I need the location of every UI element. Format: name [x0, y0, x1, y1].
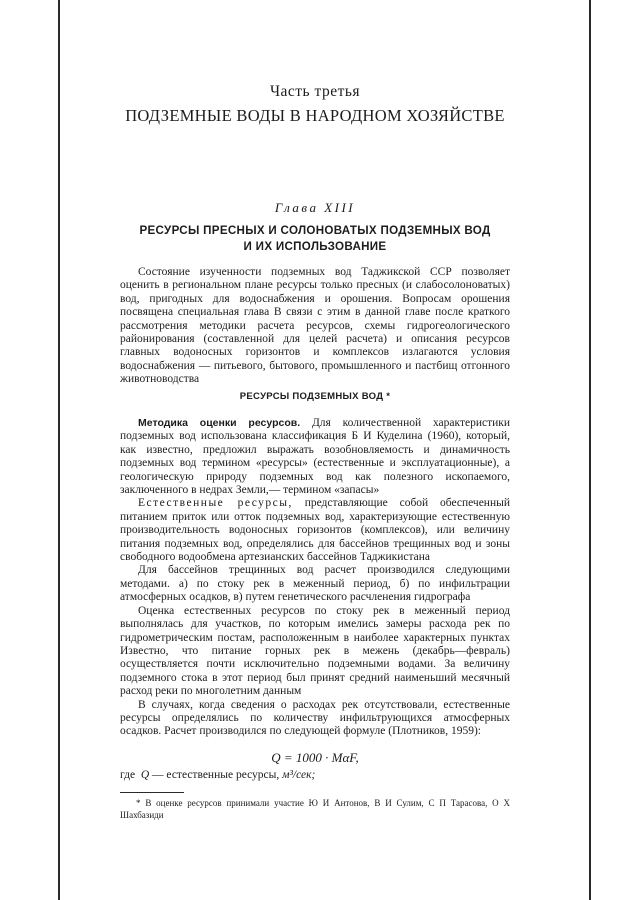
paragraph-infiltration: В случаях, когда сведения о расходах рек отсутствовали, естественные ресурсы определялись по количеству инфильтрующихся атмосферных осадков. Расчет производился по следующей формуле (Плотников, 1959):	[120, 698, 510, 738]
paragraph-lead-spaced: Естественные ресурсы,	[138, 497, 293, 510]
formula: Q = 1000 · MαF,	[271, 750, 359, 765]
intro-block	[120, 266, 510, 387]
footnote-divider	[120, 792, 184, 793]
chapter-label: Глава XIII	[274, 200, 356, 215]
formula-legend	[120, 769, 510, 781]
section-heading: РЕСУРСЫ ПОДЗЕМНЫХ ВОД *	[239, 391, 391, 402]
footnote	[120, 797, 510, 821]
paragraph-methodology	[120, 417, 510, 497]
chapter-title-line-1: РЕСУРСЫ ПРЕСНЫХ И СОЛОНОВАТЫХ ПОДЗЕМНЫХ ВОД	[139, 224, 491, 237]
part-title: Часть третья	[269, 83, 361, 100]
paragraph-text: представляющие собой обеспеченный питанием приток или отток подземных вод, характеризующие естественную производительность водоносных горизонтов (комплексов), или величину питания подземных вод, определялись для бассейнов трещинных вод и зоны свободного водообмена артезианских бассейнов Таджикистана	[120, 497, 510, 564]
main-text-block	[120, 417, 510, 739]
legend-unit: м³/сек;	[282, 769, 316, 781]
paragraph-text: Для количественной характеристики подземных вод использована классификация Б И Куделина (1960), который, как известно, предложил выражать возобновляемость и динамичность подземных вод термином «ресурсы» (естественные и эксплуатационные), а геологическую природу подземных вод как полезного ископаемого, заключенного в недрах Земли,— термином «запасы»	[120, 417, 511, 497]
left-border-line	[58, 0, 60, 900]
paragraph-natural-resources	[120, 497, 510, 564]
intro-paragraph: Состояние изученности подземных вод Таджикской ССР позволяет оценить в региональном плане ресурсы только пресных (и слабосолоноватых) вод, пригодных для водоснабжения и орошения. Вопросам орошения посвящена специальная глава В связи с этим в данной главе после краткого рассмотрения методики расчета ресурсов, схемы гидрогеологического районирования (составленной для целей расчета) и описания ресурсов главных водоносных горизонтов и комплексов излагаются условия водоснабжения — питьевого, бытового, промышленного и пастбищ отгонного животноводства	[120, 266, 510, 386]
chapter-title-line-2: И ИХ ИСПОЛЬЗОВАНИЕ	[243, 240, 387, 253]
footnote-text: * В оценке ресурсов принимали участие Ю И Антонов, В И Сулим, С П Тарасова, О Х Шахбазиди	[120, 798, 510, 820]
paragraph-low-water: Оценка естественных ресурсов по стоку рек в меженный период выполнялась для участков, по которым имелись замеры расхода рек по гидрометрическим постам, расположенным в наиболее характерных пунктах Известно, что питание горных рек в межень (декабрь—февраль) осуществляется почти исключительно подземными водами. За величину подземного стока в этот период был принят средний наименьший месячный расход реки по многолетним данным	[120, 604, 510, 698]
chapter-title	[120, 223, 510, 255]
paragraph-methods: Для бассейнов трещинных вод расчет производился следующими методами. а) по стоку рек в меженный период, б) по инфильтрации атмосферных осадков, в) путем генетического расчленения гидрографа	[120, 564, 510, 604]
legend-description: — естественные ресурсы,	[149, 769, 283, 781]
legend-prefix: где	[120, 769, 136, 781]
part-subtitle: ПОДЗЕМНЫЕ ВОДЫ В НАРОДНОМ ХОЗЯЙСТВЕ	[125, 106, 505, 125]
legend-symbol: Q	[140, 769, 150, 781]
right-border-line	[589, 0, 591, 900]
paragraph-lead-bold: Методика оценки ресурсов.	[138, 417, 301, 429]
